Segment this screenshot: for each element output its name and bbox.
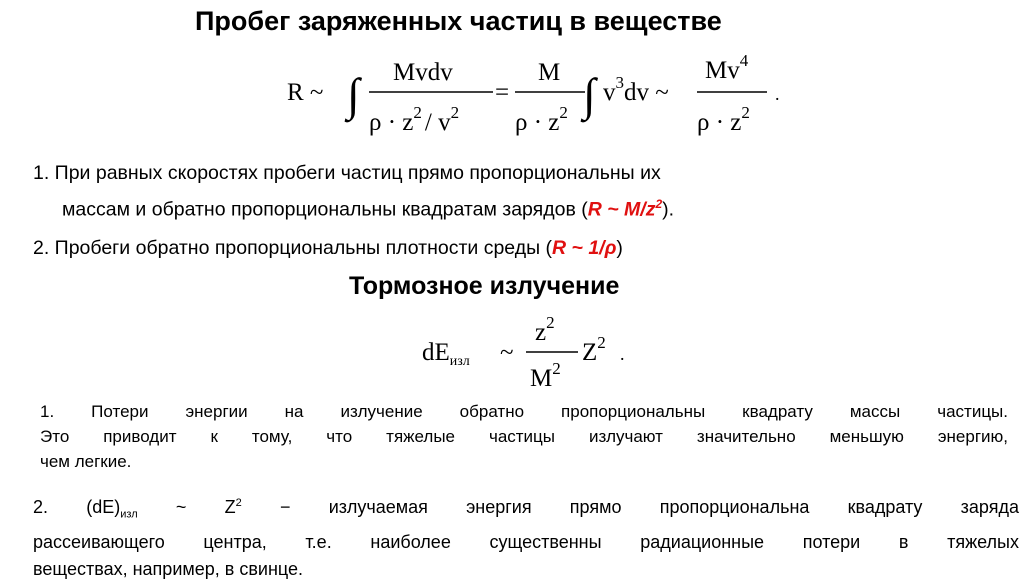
range-item-1-line-1: 1. При равных скоростях пробеги частиц прямо пропорциональны их (33, 162, 661, 184)
integral-sign-1: ∫ (347, 69, 360, 120)
range-mass-relation: R ~ M/z (587, 198, 656, 221)
bremsstrahlung-formula (420, 312, 630, 392)
formula-lhs: R ~ (287, 79, 324, 106)
charge-term: $Z^2$ (582, 333, 606, 366)
bremsstrahlung-point-2 (33, 490, 1019, 583)
fraction3-numerator: Mv$^4$ (705, 51, 749, 84)
point-2-line-2: рассеивающего центра, т.е. наиболее существенны радиационные потери в тяжелых (33, 531, 1019, 552)
range-item-2: 2. Пробеги обратно пропорциональны плотности среды (R ~ 1/ρ) (33, 237, 623, 259)
fraction1-denominator: $\rho \cdot z^2 / v^2$ (369, 103, 460, 136)
range-density-relation: R ~ 1/ρ (552, 237, 617, 259)
range-item-1-line-2: массам и обратно пропорциональны квадратам зарядов (R ~ $M/z^2$). (62, 197, 675, 221)
point-1-line-2: Это приводит к тому, что тяжелые частицы излучают значительно меньшую энергию, (40, 427, 1008, 446)
fraction-denominator: $M^2$ (530, 359, 561, 392)
fraction1-numerator: Mvdv (393, 59, 453, 86)
fraction3-denominator: $\rho \cdot z^2$ (697, 103, 750, 136)
fraction2-numerator: M (538, 59, 561, 86)
formula1-dot: . (775, 84, 780, 104)
fraction2-denominator: $\rho \cdot z^2$ (515, 103, 568, 136)
fraction-numerator: $z^2$ (535, 313, 555, 346)
point-2-line-3: веществах, например, в свинце. (33, 558, 304, 579)
integral-sign-2: ∫ (583, 69, 596, 120)
integrand: $v^3dv$ ~ (603, 73, 669, 106)
point-1-line-1: 1. Потери энергии на излучение обратно пропорциональны квадрату массы частицы. (40, 402, 1008, 421)
point-2-line-1: 2. $(dE)_{изл}$ ~ $Z^2$ − излучаемая энергия прямо пропорциональна квадрату заряда (33, 497, 1019, 521)
bremsstrahlung-point-1 (40, 399, 1008, 474)
slide-title-range: Пробег заряженных частиц в веществе (195, 6, 722, 36)
formula2-dot: . (620, 344, 625, 364)
equals-sign: = (495, 79, 510, 106)
tilde-sign: ~ (500, 339, 514, 366)
energy-loss-symbol: $dE_{изл}$ (422, 339, 470, 369)
range-formula (285, 48, 795, 140)
slide-title-bremsstrahlung: Тормозное излучение (349, 272, 620, 300)
point-1-line-3: чем легкие. (40, 452, 132, 471)
